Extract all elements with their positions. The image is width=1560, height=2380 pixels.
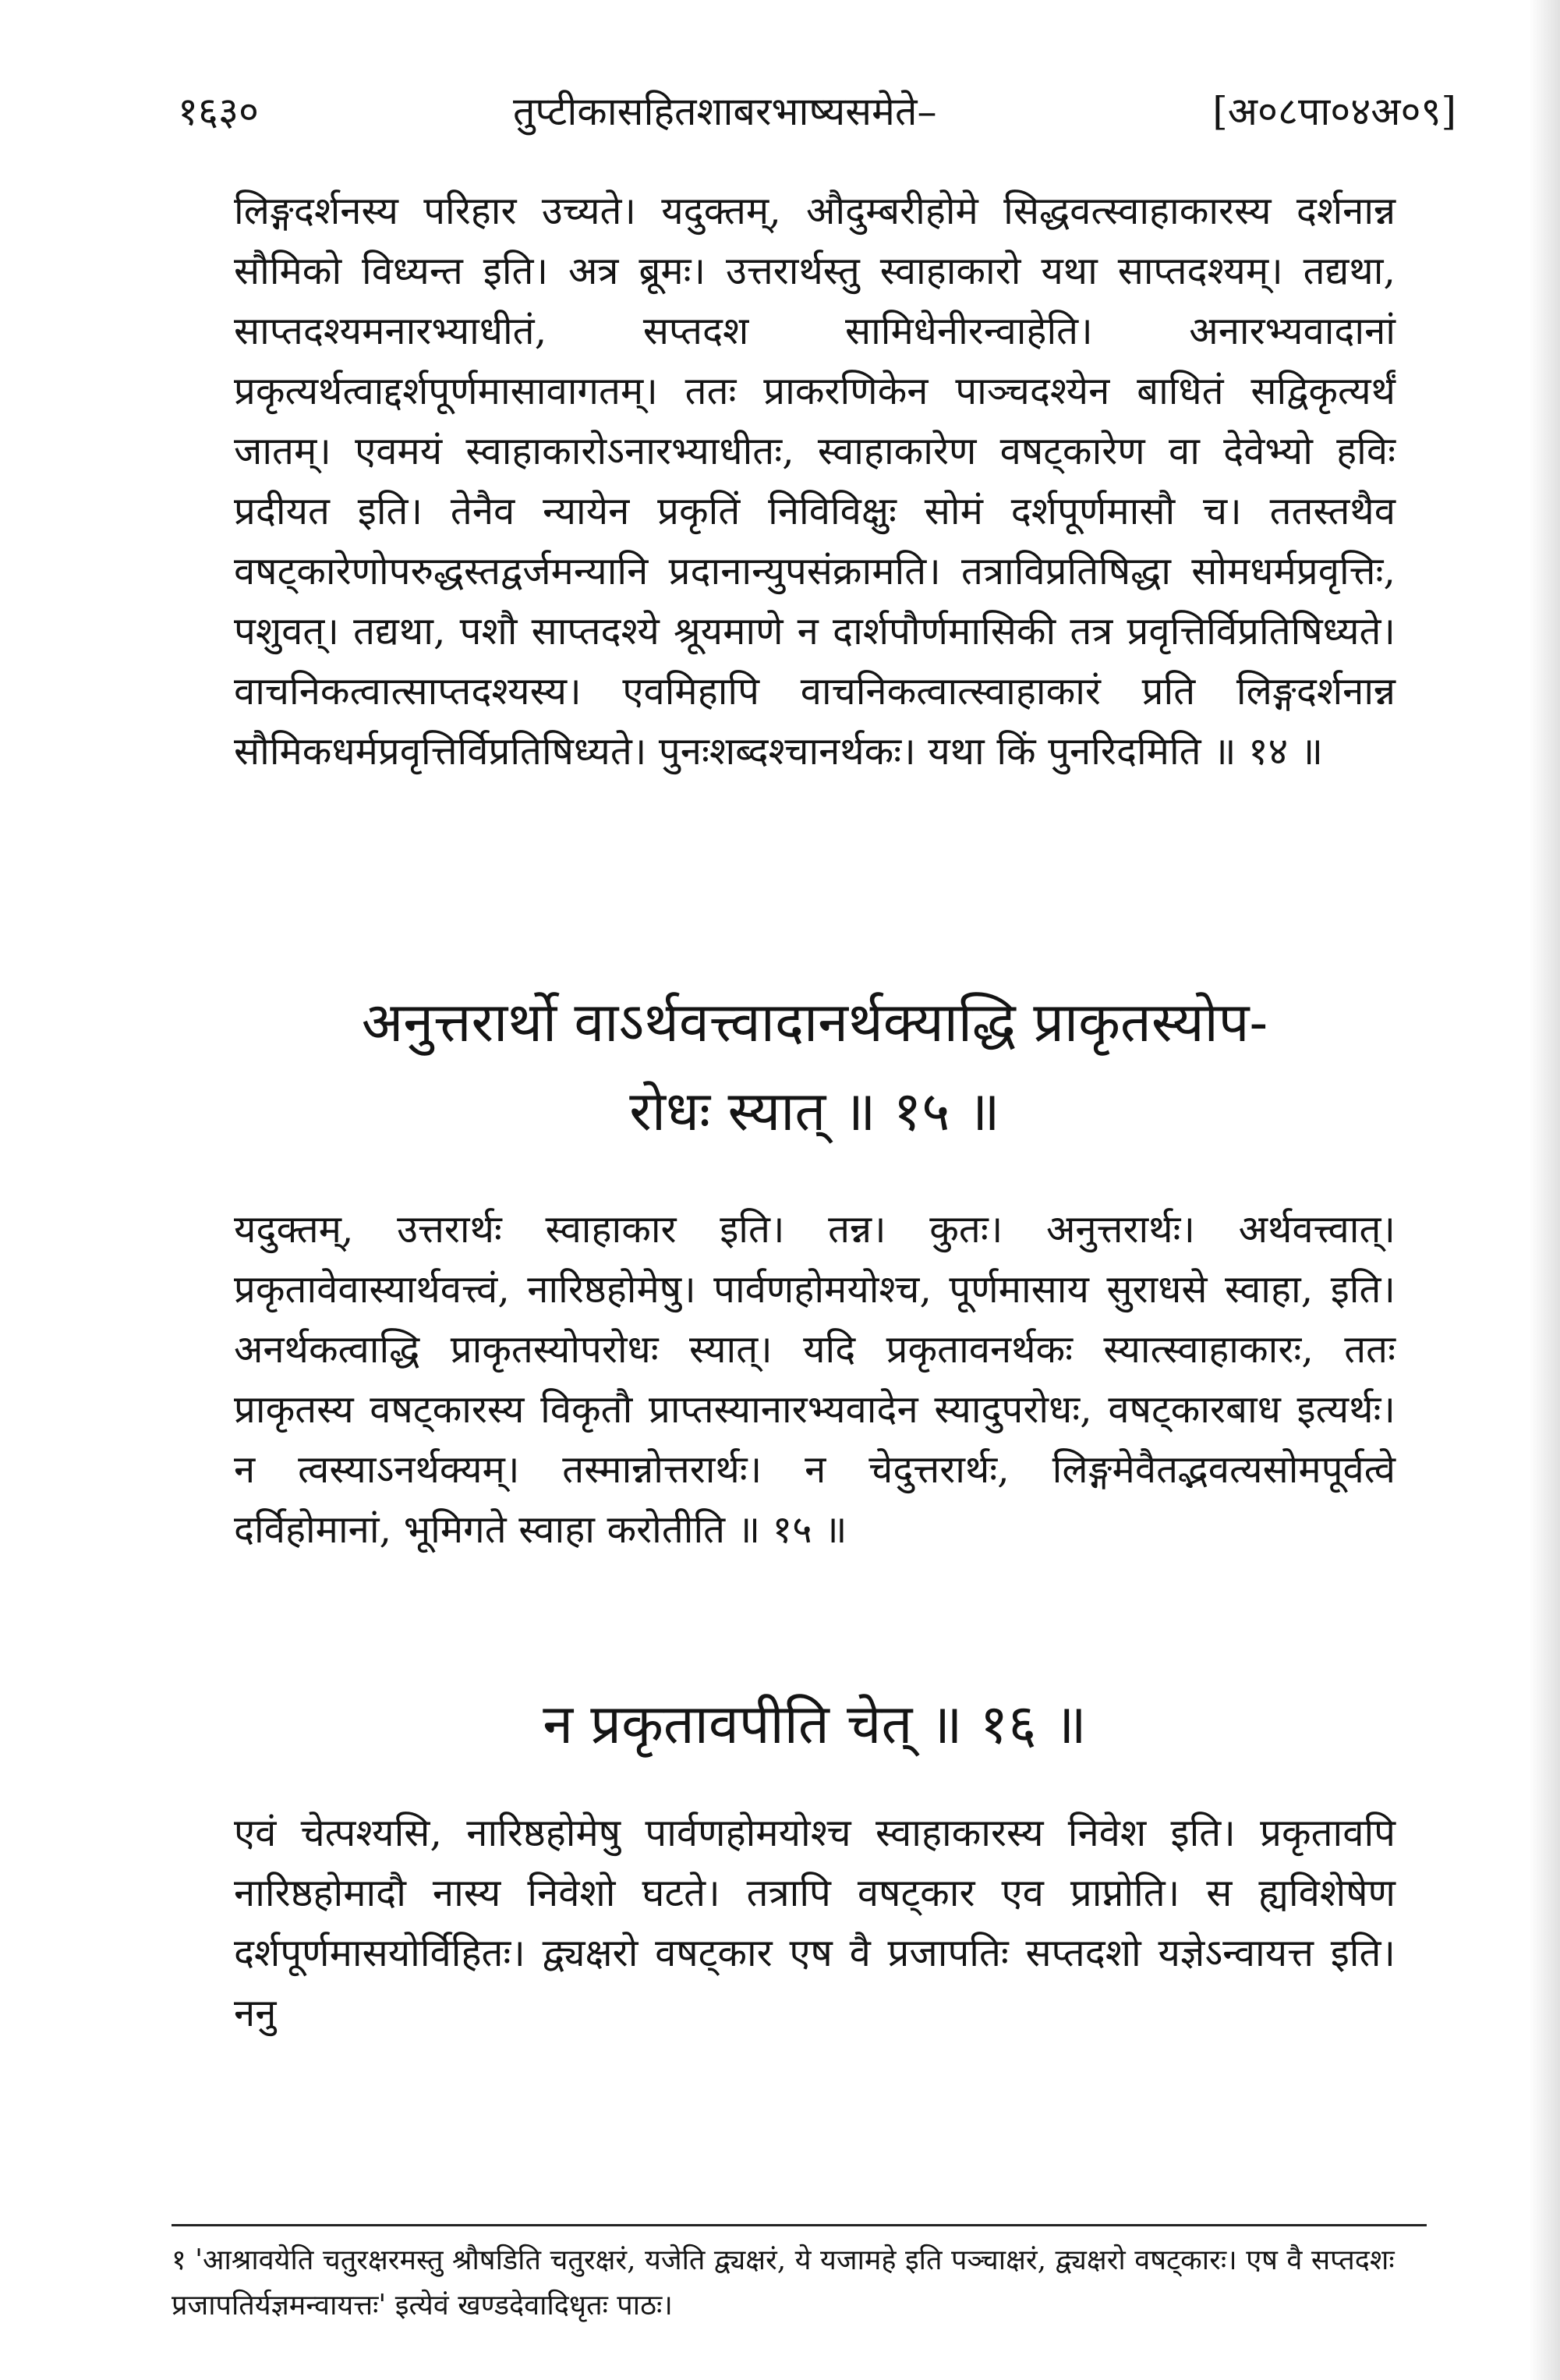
sutra-15-line-2: रोधः स्यात् ॥ १५ ॥ [629,1079,1000,1143]
footnote-divider [172,2224,1427,2226]
sutra-15-line-1: अनुत्तरार्थो वाऽर्थवत्त्वादानर्थक्याद्धि प्राकृतस्योप- [361,990,1268,1054]
running-title: तुप्टीकासहितशाबरभाष्यसमेते– [513,89,937,134]
sutra-16: न प्रकृतावपीति चेत् ॥ १६ ॥ [543,1692,1087,1756]
commentary-paragraph-15: यदुक्तम्, उत्तरार्थः स्वाहाकार इति। तन्न। कुतः। अनुत्तरार्थः। अर्थवत्त्वात्। प्रकृतावेवास्यार्थवत्त्वं, नारिष्ठहोमेषु। पार्वणहोमयोश्च, पूर्णमासाय सुराधसे स्वाहा, इति। अनर्थकत्वाद्धि प्राकृतस्योपरोधः स्यात्। यदि प्रकृतावनर्थकः स्यात्स्वाहाकारः, ततः प्राकृतस्य वषट्कारस्य विकृतौ प्राप्तस्यानारभ्यवादेन स्यादुपरोधः, वषट्कारबाध इत्यर्थः। न त्वस्याऽनर्थक्यम्। तस्मान्नोत्तरार्थः। न चेदुत्तरार्थः, लिङ्गमेवैतद्भवत्यसोमपूर्वत्वे दर्विहोमानां, भूमिगते स्वाहा करोतीति ॥ १५ ॥ [234,1207,1396,1552]
page-number: १६३० [178,89,259,134]
commentary-paragraph-16: एवं चेत्पश्यसि, नारिष्ठहोमेषु पार्वणहोमयोश्च स्वाहाकारस्य निवेश इति। प्रकृतावपि नारिष्ठहोमादौ नास्य निवेशो घटते। तत्रापि वषट्कार एव प्राप्नोति। स ह्यविशेषेण दर्शपूर्णमासयोर्विहितः। द्व्यक्षरो वषट्कार एष वै प्रजापतिः सप्तदशो यज्ञेऽन्वायत्त इति। ननु [234,1811,1396,2035]
section-reference: [अ०८पा०४अ०९] [1212,89,1456,134]
page-edge-shadow [1529,0,1560,2380]
commentary-paragraph-14: लिङ्गदर्शनस्य परिहार उच्यते। यदुक्तम्, औदुम्बरीहोमे सिद्धवत्स्वाहाकारस्य दर्शनान्न सौमिको विध्यन्त इति। अत्र ब्रूमः। उत्तरार्थस्तु स्वाहाकारो यथा साप्तदश्यम्। तद्यथा, साप्तदश्यमनारभ्याधीतं, सप्तदश सामिधेनीरन्वाहेति। अनारभ्यवादानां प्रकृत्यर्थत्वाद्दर्शपूर्णमासावागतम्। ततः प्राकरणिकेन पाञ्चदश्येन बाधितं सद्विकृत्यर्थं जातम्। एवमयं स्वाहाकारोऽनारभ्याधीतः, स्वाहाकारेण वषट्कारेण वा देवेभ्यो हविः प्रदीयत इति। तेनैव न्यायेन प्रकृतिं निविविक्षुः सोमं दर्शपूर्णमासौ च। ततस्तथैव वषट्कारेणोपरुद्धस्तद्वर्जमन्यानि प्रदानान्युपसंक्रामति। तत्राविप्रतिषिद्धा सोमधर्मप्रवृत्तिः, पशुवत्। तद्यथा, पशौ साप्तदश्ये श्रूयमाणे न दार्शपौर्णमासिकी तत्र प्रवृत्तिर्विप्रतिषिध्यते। वाचनिकत्वात्साप्तदश्यस्य। एवमिहापि वाचनिकत्वात्स्वाहाकारं प्रति लिङ्गदर्शनान्न सौमिकधर्मप्रवृत्तिर्विप्रतिषिध्यते। पुनःशब्दश्चानर्थकः। यथा किं पुनरिदमिति ॥ १४ ॥ [234,189,1396,774]
footnote: १ 'आश्रावयेति चतुरक्षरमस्तु श्रौषडिति चतुरक्षरं, यजेति द्व्यक्षरं, ये यजामहे इति पञ्चाक्षरं, द्व्यक्षरो वषट्कारः। एष वै सप्तदशः प्रजापतिर्यज्ञमन्वायत्तः' इत्येवं खण्डदेवादिधृतः पाठः। [172,2244,1395,2322]
running-header [178,76,1456,147]
